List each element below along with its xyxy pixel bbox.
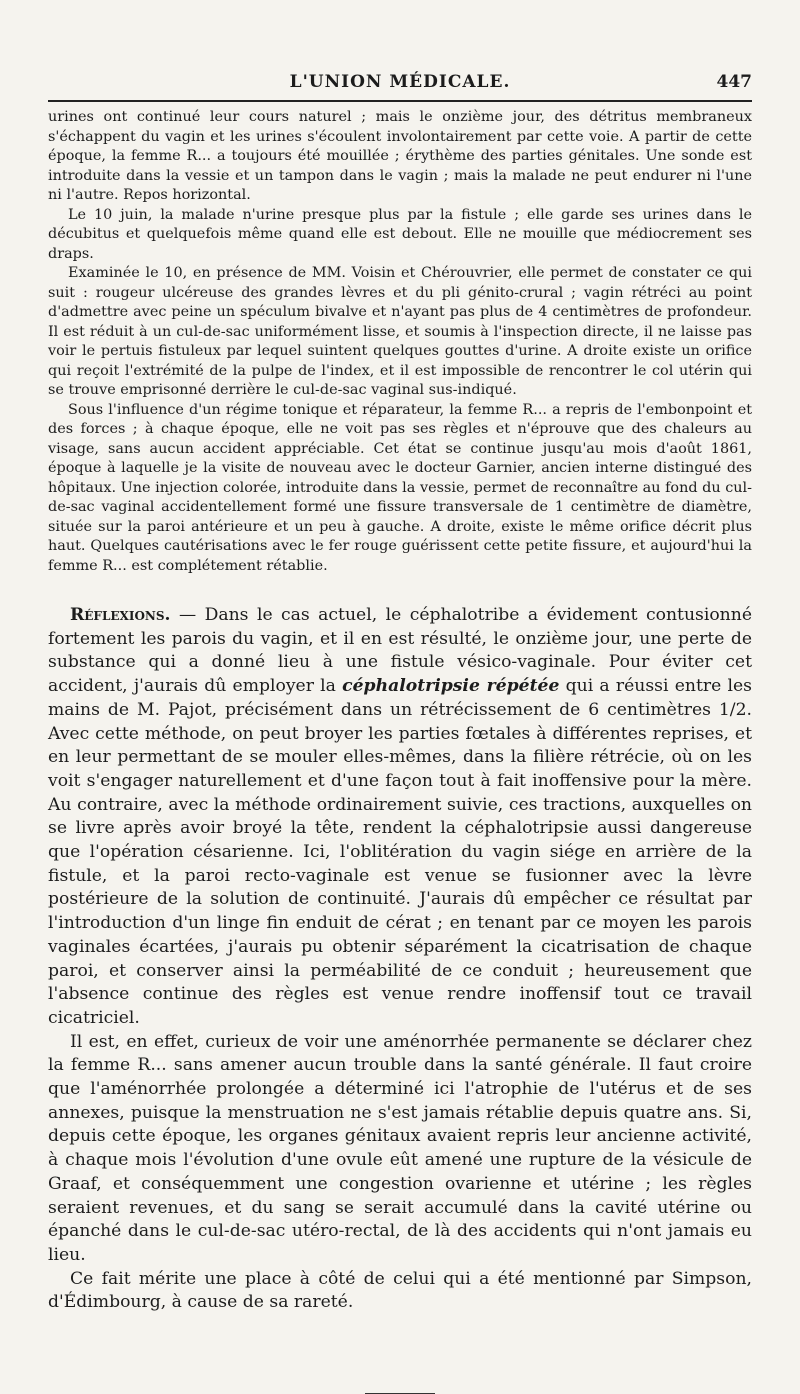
reflexions-paragraph: Il est, en effet, curieux de voir une aménorrhée permanente se déclarer chez la femme R... sans amener aucun trouble dans la santé générale. Il faut croire que l'aménorrhée prolongée a déterminé ici l'atrophie de l'utérus et de ses annexes, puisque la menstruation ne s'est jamais rétablie depuis quatre ans. Si, depuis cette époque, les organes génitaux avaient repris leur ancienne activité, à chaque mois l'évolution d'une ovule eût amené une rupture de la vésicule de Graaf, et conséquemment une congestion ovarienne et utérine ; les règles seraient revenues, et du sang se serait accumulé dans la cavité utérine ou épanché dans le cul-de-sac utéro-rectal, de là des accidents qui n'ont jamais eu lieu. <box>48 1031 752 1265</box>
reflexions-paragraph: Ce fait mérite une place à côté de celui qui a été mentionné par Simpson, d'Édimbourg, à cause de sa rareté. <box>48 1268 752 1313</box>
reflexions-text-a: — Dans le cas actuel, le céphalotribe a évidement contusionné fortement les parois du vagin, et il en est résulté, le onzième jour, une perte de substance qui a donné lieu à une fistule vésico-vaginale. Pour éviter cet accident, j'aurais dû employer la <box>48 605 752 697</box>
reflexions-section <box>48 604 752 1315</box>
reflexions-label: Réflexions. <box>70 605 171 625</box>
case-paragraph: Sous l'influence d'un régime tonique et réparateur, la femme R... a repris de l'embonpoint et des forces ; à chaque époque, elle ne voit pas ses règles et n'éprouve que des chaleurs au visage, sans aucun accident appréciable. Cet état se continue jusqu'au mois d'août 1861, époque à laquelle je la visite de nouveau avec le docteur Garnier, ancien interne distingué des hôpitaux. Une injection colorée, introduite dans la vessie, permet de reconnaître au fond du cul-de-sac vaginal accidentellement formé une fissure transversale de 1 centimètre de diamètre, située sur la paroi antérieure et un peu à gauche. A droite, existe le même orifice décrit plus haut. Quelques cautérisations avec le fer rouge guérissent cette petite fissure, et aujourd'hui la femme R... est complétement rétablie. <box>48 401 752 574</box>
journal-page <box>48 66 752 1394</box>
case-report <box>48 108 752 576</box>
page-header <box>48 66 752 100</box>
reflexions-italic-term: céphalotripsie répétée <box>342 676 560 697</box>
reflexions-paragraph <box>48 604 752 1031</box>
case-paragraph: urines ont continué leur cours naturel ; mais le onzième jour, des détritus membraneux s'échappent du vagin et les urines s'écoulent involontairement par cette voie. A partir de cette époque, la femme R... a toujours été mouillée ; érythème des parties génitales. Une sonde est introduite dans la vessie et un tampon dans le vagin ; mais la malade ne peut endurer ni l'une ni l'autre. Repos horizontal. <box>48 109 752 203</box>
case-paragraph: Le 10 juin, la malade n'urine presque plus par la fistule ; elle garde ses urines dans le décubitus et quelquefois même quand elle est debout. Elle ne mouille que médiocrement ses draps. <box>48 206 752 262</box>
running-title: L'UNION MÉDICALE. <box>289 72 511 92</box>
page-number: 447 <box>716 72 752 92</box>
case-paragraph: Examinée le 10, en présence de MM. Voisin et Chérouvrier, elle permet de constater ce qui suit : rougeur ulcéreuse des grandes lèvres et du pli génito-crural ; vagin rétréci au point d'admettre avec peine un spéculum bivalve et n'ayant pas plus de 4 centimètres de profondeur. Il est réduit à un cul-de-sac uniformément lisse, et soumis à l'inspection directe, il ne laisse pas voir le pertuis fistuleux par lequel suintent quelques gouttes d'urine. A droite existe un orifice qui reçoit l'extrémité de la pulpe de l'index, et il est impossible de rencontrer le col utérin qui se trouve emprisonné derrière le cul-de-sac vaginal sus-indiqué. <box>48 265 752 398</box>
header-rule <box>48 100 752 102</box>
reflexions-text-b: qui a réussi entre les mains de M. Pajot, précisément dans un rétrécissement de 6 centimètres 1/2. Avec cette méthode, on peut broyer les parties fœtales à différentes reprises, et en leur permettant de se mouler elles-mêmes, dans la filière rétrécie, où on les voit s'engager naturellement et d'une façon tout à fait inoffensive pour la mère. Au contraire, avec la méthode ordinairement suivie, ces tractions, auxquelles on se livre après avoir broyé la tête, rendent la céphalotripsie aussi dangereuse que l'opération césarienne. Ici, l'oblitération du vagin siége en arrière de la fistule, et la paroi recto-vaginale est venue se fusionner avec la lèvre postérieure de la solution de continuité. J'aurais dû empêcher ce résultat par l'introduction d'un linge fin enduit de cérat ; en tenant par ce moyen les parois vaginales écartées, j'aurais pu obtenir séparément la cicatrisation de chaque paroi, et conserver ainsi la perméabilité de ce conduit ; heureusement que l'absence continue des règles est venue rendre inoffensif tout ce travail cicatriciel. <box>48 676 752 1028</box>
